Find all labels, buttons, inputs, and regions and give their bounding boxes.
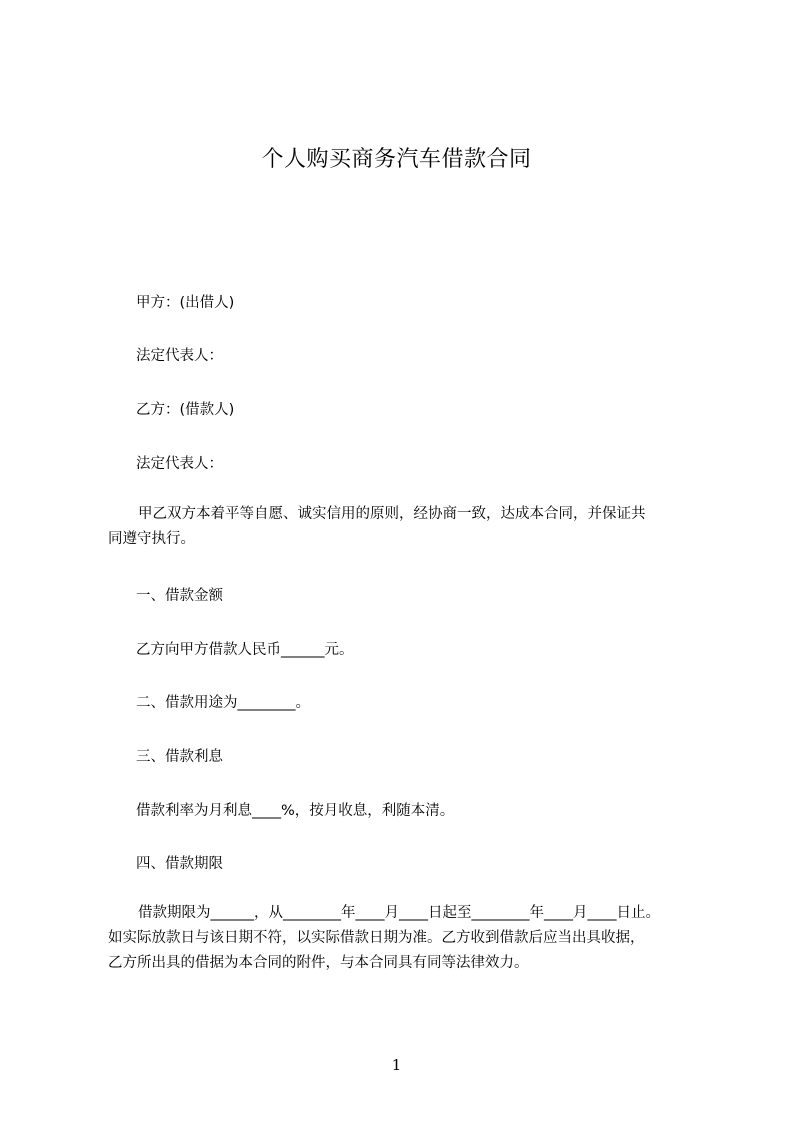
section-4-paragraph — [108, 901, 708, 976]
intro-line-2: 同遵守执行。 — [108, 531, 195, 547]
section-4-line-3: 乙方所出具的借据为本合同的附件，与本合同具有同等法律效力。 — [108, 955, 529, 971]
section-1-heading: 一、借款金额 — [136, 588, 223, 604]
party-a-line: 甲方：(出借人) — [136, 295, 235, 311]
party-a-representative-line: 法定代表人： — [136, 348, 223, 364]
section-4-line-2: 如实际放款日与该日期不符，以实际借款日期为准。乙方收到借款后应当出具收据， — [108, 930, 645, 946]
intro-paragraph — [108, 502, 708, 552]
section-1-text: 乙方向甲方借款人民币______元。 — [136, 642, 354, 658]
section-4-heading: 四、借款期限 — [136, 856, 223, 872]
party-b-line: 乙方：(借款人) — [136, 402, 235, 418]
section-4-line-1: 借款期限为______，从________年____月____日起至________年____月____日止。 — [138, 905, 660, 921]
party-b-representative-line: 法定代表人： — [136, 456, 223, 472]
section-3-heading: 三、借款利息 — [136, 749, 223, 765]
intro-line-1: 甲乙双方本着平等自愿、诚实信用的原则，经协商一致，达成本合同，并保证共 — [138, 506, 646, 522]
document-title: 个人购买商务汽车借款合同 — [261, 147, 532, 172]
section-2-heading: 二、借款用途为________。 — [136, 695, 310, 711]
page-number: 1 — [391, 1056, 402, 1074]
section-3-text: 借款利率为月利息____%，按月收息，利随本清。 — [136, 803, 455, 819]
